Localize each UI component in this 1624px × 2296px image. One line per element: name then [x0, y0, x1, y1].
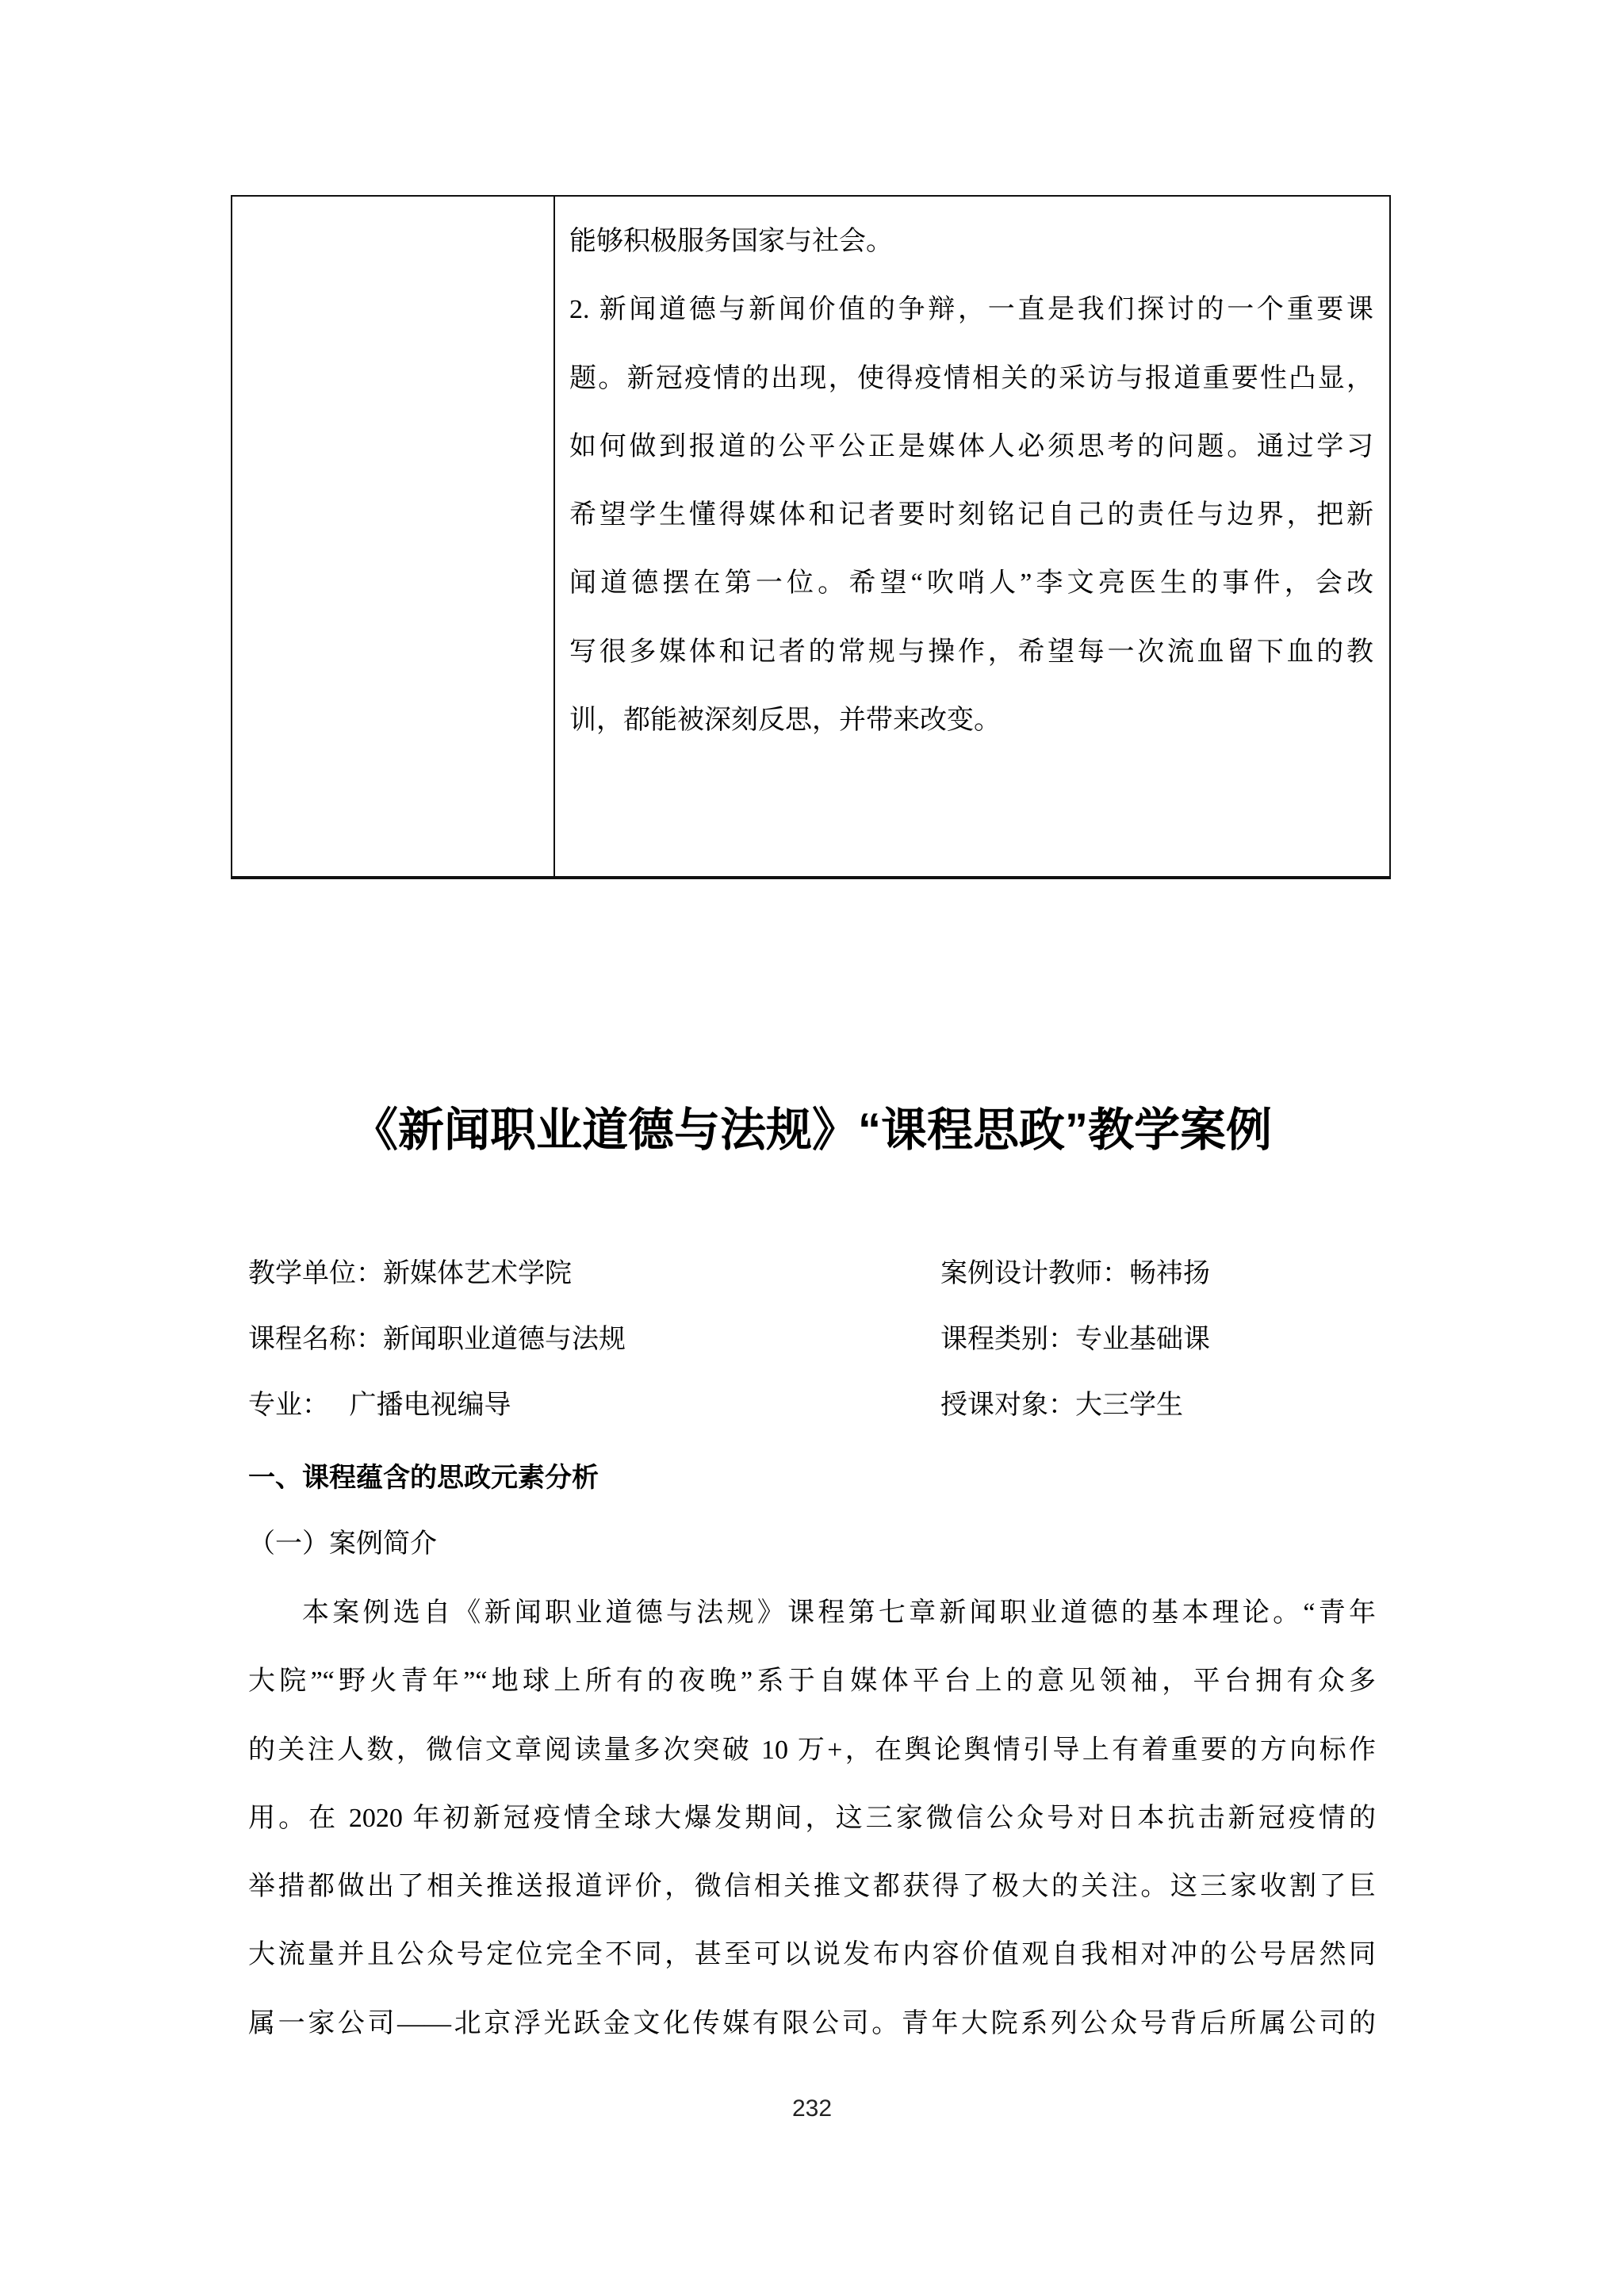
page-number: 232 [791, 2095, 833, 2122]
section-heading-1: 一、课程蕴含的思政元素分析 [248, 1464, 599, 1493]
paragraph-line: 大流量并且公众号定位完全不同，甚至可以说发布内容价值观自我相对冲的公号居然同 [248, 1940, 1376, 1970]
case-intro-paragraph [248, 1579, 1376, 2058]
page-title: 《新闻职业道德与法规》“课程思政”教学案例 [351, 1104, 1272, 1156]
table-text-line: 写很多媒体和记者的常规与操作，希望每一次流血留下血的教 [569, 637, 1373, 667]
table-cell-left-empty [232, 197, 555, 876]
meta-major: 专业： 广播电视编导 [248, 1391, 511, 1420]
table-text-line: 题。新冠疫情的出现，使得疫情相关的采访与报道重要性凸显， [569, 363, 1373, 393]
meta-course-category: 课程类别：专业基础课 [940, 1325, 1210, 1354]
course-meta [248, 1241, 1376, 1438]
paragraph-line: 用。在 2020 年初新冠疫情全球大爆发期间，这三家微信公众号对日本抗击新冠疫情的 [248, 1803, 1376, 1833]
paragraph-line: 属一家公司——北京浮光跃金文化传媒有限公司。青年大院系列公众号背后所属公司的 [248, 2008, 1376, 2038]
paragraph-line: 举措都做出了相关推送报道评价，微信相关推文都获得了极大的关注。这三家收割了巨 [248, 1872, 1376, 1902]
paragraph-line: 的关注人数，微信文章阅读量多次突破 10 万+，在舆论舆情引导上有着重要的方向标作 [248, 1735, 1376, 1765]
paragraph-line: 本案例选自《新闻职业道德与法规》课程第七章新闻职业道德的基本理论。“青年 [302, 1598, 1376, 1628]
meta-case-designer: 案例设计教师：畅祎扬 [940, 1259, 1210, 1288]
table-text-line: 2. 新闻道德与新闻价值的争辩，一直是我们探讨的一个重要课 [569, 295, 1373, 325]
table-text-line: 希望学生懂得媒体和记者要时刻铭记自己的责任与边界，把新 [569, 500, 1373, 530]
table-cell-right [555, 197, 1389, 876]
meta-row [248, 1241, 1376, 1307]
meta-row [248, 1372, 1376, 1438]
meta-teaching-unit: 教学单位：新媒体艺术学院 [248, 1259, 572, 1288]
table-text-line: 闻道德摆在第一位。希望“吹哨人”李文亮医生的事件，会改 [569, 568, 1373, 599]
case-table [231, 195, 1391, 879]
meta-row [248, 1307, 1376, 1372]
section-heading-2: （一）案例简介 [248, 1529, 437, 1559]
table-text-line: 训，都能被深刻反思，并带来改变。 [569, 706, 1001, 736]
table-text-line: 如何做到报道的公平公正是媒体人必须思考的问题。通过学习 [569, 431, 1373, 461]
paragraph-line: 大院”“野火青年”“地球上所有的夜晚”系于自媒体平台上的意见领袖，平台拥有众多 [248, 1667, 1376, 1697]
table-text-line: 能够积极服务国家与社会。 [569, 227, 893, 256]
meta-course-name: 课程名称：新闻职业道德与法规 [248, 1325, 626, 1354]
meta-audience: 授课对象：大三学生 [940, 1391, 1183, 1420]
